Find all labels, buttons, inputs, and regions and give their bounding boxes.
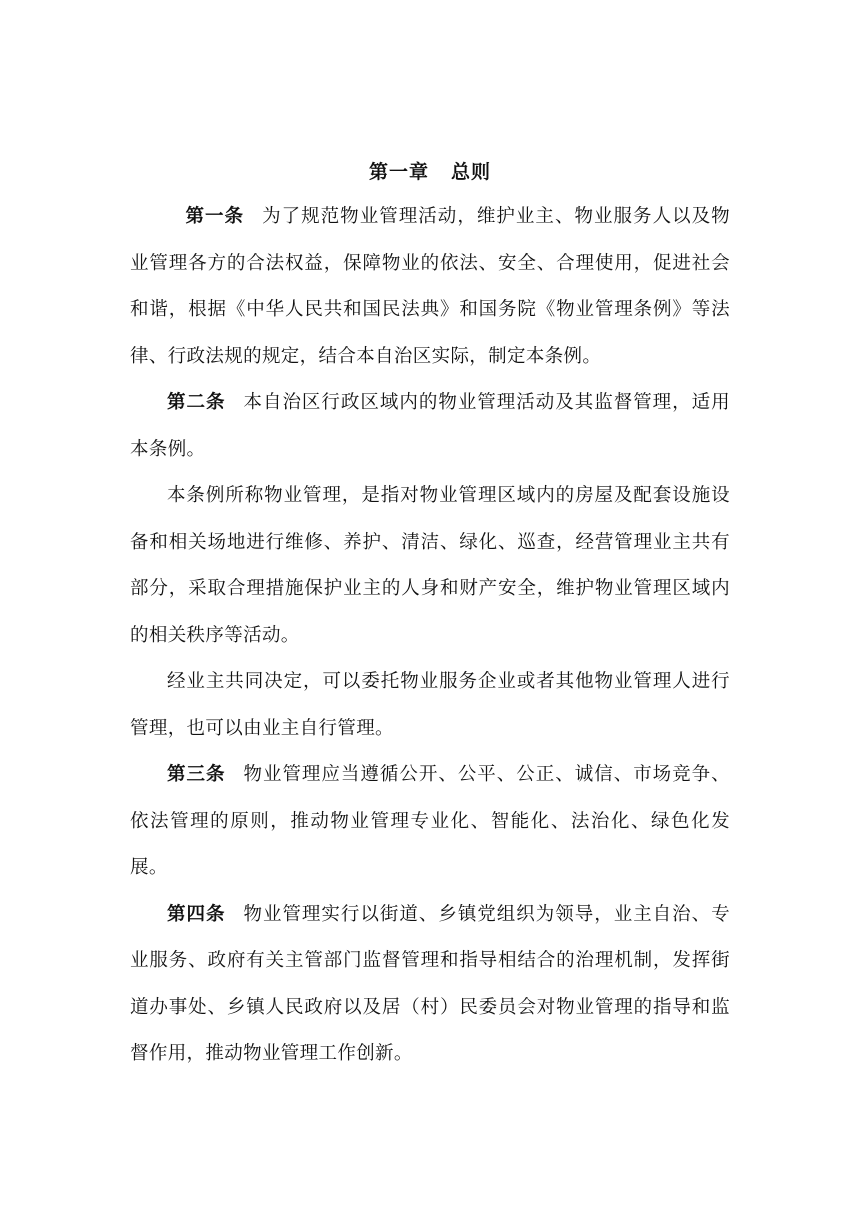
article-2-text-3: 经业主共同决定，可以委托物业服务企业或者其他物业管理人进行管理，也可以由业主自行管理。 bbox=[130, 671, 730, 739]
article-2-label: 第二条 bbox=[167, 392, 226, 413]
article-3-text: 物业管理应当遵循公开、公平、公正、诚信、市场竞争、依法管理的原则，推动物业管理专业化、智能化、法治化、绿色化发展。 bbox=[130, 764, 730, 878]
article-1-paragraph bbox=[130, 194, 730, 380]
article-2-paragraph-2 bbox=[130, 473, 730, 659]
article-2-text: 本自治区行政区域内的物业管理活动及其监督管理，适用本条例。 bbox=[130, 392, 730, 460]
article-4-text: 物业管理实行以街道、乡镇党组织为领导，业主自治、专业服务、政府有关主管部门监督管理和指导相结合的治理机制，发挥街道办事处、乡镇人民政府以及居（村）民委员会对物业管理的指导和监督作用，推动物业管理工作创新。 bbox=[130, 903, 730, 1064]
article-1-text: 为了规范物业管理活动，维护业主、物业服务人以及物业管理各方的合法权益，保障物业的依法、安全、合理使用，促进社会和谐，根据《中华人民共和国民法典》和国务院《物业管理条例》等法律、行政法规的规定，结合本自治区实际，制定本条例。 bbox=[130, 206, 730, 367]
article-4-label: 第四条 bbox=[167, 903, 226, 925]
document-content bbox=[130, 150, 730, 1078]
article-2-paragraph-3 bbox=[130, 659, 730, 752]
article-1-label: 第一条 bbox=[185, 206, 245, 227]
chapter-number: 第一章 bbox=[368, 161, 429, 183]
article-2-paragraph bbox=[130, 380, 730, 473]
article-4-paragraph bbox=[130, 892, 730, 1078]
article-2-text-2: 本条例所称物业管理，是指对物业管理区域内的房屋及配套设施设备和相关场地进行维修、养护、清洁、绿化、巡查，经营管理业主共有部分，采取合理措施保护业主的人身和财产安全，维护物业管理区域内的相关秩序等活动。 bbox=[130, 485, 730, 646]
chapter-heading bbox=[130, 150, 730, 194]
article-3-label: 第三条 bbox=[167, 764, 226, 785]
chapter-title: 总则 bbox=[451, 161, 492, 183]
article-3-paragraph bbox=[130, 752, 730, 892]
